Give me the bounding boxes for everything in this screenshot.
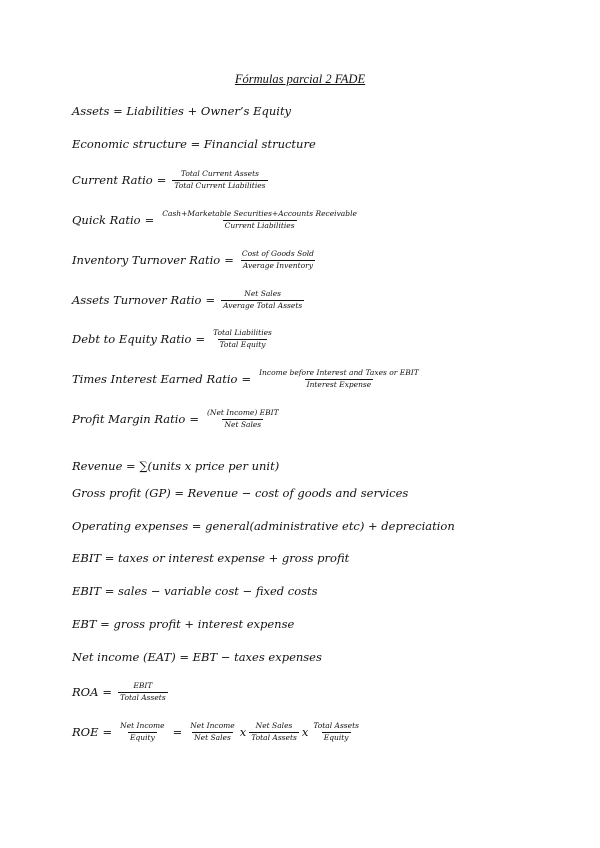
fraction (172, 170, 267, 190)
formula-lhs: Profit Margin Ratio (72, 412, 186, 427)
denominator: Net Sales (224, 419, 262, 429)
equals-sign: = (224, 253, 234, 268)
equals-sign: = (205, 293, 216, 308)
equals-sign: = (102, 685, 113, 700)
equals-sign: = (189, 412, 199, 427)
formula-lhs: Quick Ratio (72, 213, 141, 228)
equals-sign: = (195, 332, 206, 347)
fraction (160, 210, 359, 230)
formula-quick-ratio (72, 210, 361, 230)
formula-lhs: Assets Turnover Ratio (72, 293, 202, 308)
fraction (205, 409, 281, 429)
numerator: EBIT (133, 681, 153, 690)
fraction (221, 290, 304, 310)
denominator: Total Assets (120, 692, 166, 702)
page-title: Fórmulas parcial 2 FADE (234, 72, 366, 86)
formula-debt-to-equity (72, 329, 276, 349)
fraction (257, 369, 421, 389)
denominator: Interest Expense (306, 379, 372, 389)
times-sign: x (301, 725, 309, 740)
equals-sign: = (102, 725, 113, 740)
formula-assets: Assets = Liabilities + Owner’s Equity (72, 104, 292, 118)
fraction (118, 682, 168, 702)
fraction (118, 722, 166, 742)
denominator: Average Total Assets (223, 300, 303, 310)
denominator: Current Liabilities (224, 220, 295, 230)
numerator: Net Income (190, 721, 235, 730)
formula-revenue: Revenue = ∑(units x price per unit) (72, 459, 280, 473)
formula-roe (72, 722, 363, 742)
equals-sign: = (156, 173, 167, 188)
numerator: Net Sales (255, 721, 293, 730)
formula-ebit-2: EBIT = sales − variable cost − fixed costs (72, 584, 318, 598)
denominator: Total Assets (251, 732, 297, 742)
denominator: Average Inventory (242, 260, 313, 270)
equals-sign: = (144, 213, 155, 228)
fraction (211, 329, 274, 349)
equals-sign: = (172, 725, 183, 740)
formula-operating-expenses: Operating expenses = general(administrative etc) + depreciation (72, 519, 455, 533)
numerator: Income before Interest and Taxes or EBIT (259, 368, 419, 377)
formula-ebit-1: EBIT = taxes or interest expense + gross profit (72, 551, 350, 565)
fraction (311, 722, 361, 742)
equals-sign: = (241, 372, 252, 387)
numerator: (Net Income) EBIT (206, 408, 279, 417)
formula-inventory-turnover (72, 250, 318, 270)
formula-lhs: Debt to Equity Ratio (72, 332, 192, 347)
formula-gross-profit: Gross profit (GP) = Revenue − cost of goods and services (72, 486, 409, 500)
fraction (240, 250, 316, 270)
fraction (188, 722, 236, 742)
denominator: Total Current Liabilities (174, 180, 266, 190)
denominator: Equity (129, 732, 155, 742)
formula-lhs: ROE (72, 725, 99, 740)
formula-net-income: Net income (EAT) = EBT − taxes expenses (72, 650, 322, 664)
formula-lhs: Current Ratio (72, 173, 153, 188)
numerator: Total Liabilities (213, 328, 272, 337)
formula-assets-turnover (72, 290, 306, 310)
formula-times-interest-earned (72, 369, 423, 389)
denominator: Equity (323, 732, 349, 742)
numerator: Total Assets (313, 721, 359, 730)
formula-roa (72, 682, 170, 702)
numerator: Cash+Marketable Securities+Accounts Receivable (162, 209, 357, 218)
numerator: Net Income (120, 721, 165, 730)
formula-current-ratio (72, 170, 270, 190)
denominator: Net Sales (194, 732, 231, 742)
formula-lhs: ROA (72, 685, 99, 700)
formula-ebt: EBT = gross profit + interest expense (72, 617, 295, 631)
numerator: Total Current Assets (180, 169, 259, 178)
times-sign: x (239, 725, 247, 740)
fraction (249, 722, 299, 742)
formula-lhs: Times Interest Earned Ratio (72, 372, 238, 387)
formula-lhs: Inventory Turnover Ratio (72, 253, 221, 268)
formula-profit-margin (72, 409, 283, 429)
formula-economic-structure: Economic structure = Financial structure (72, 137, 316, 151)
denominator: Total Equity (219, 339, 266, 349)
numerator: Net Sales (244, 289, 281, 298)
numerator: Cost of Goods Sold (241, 249, 314, 258)
